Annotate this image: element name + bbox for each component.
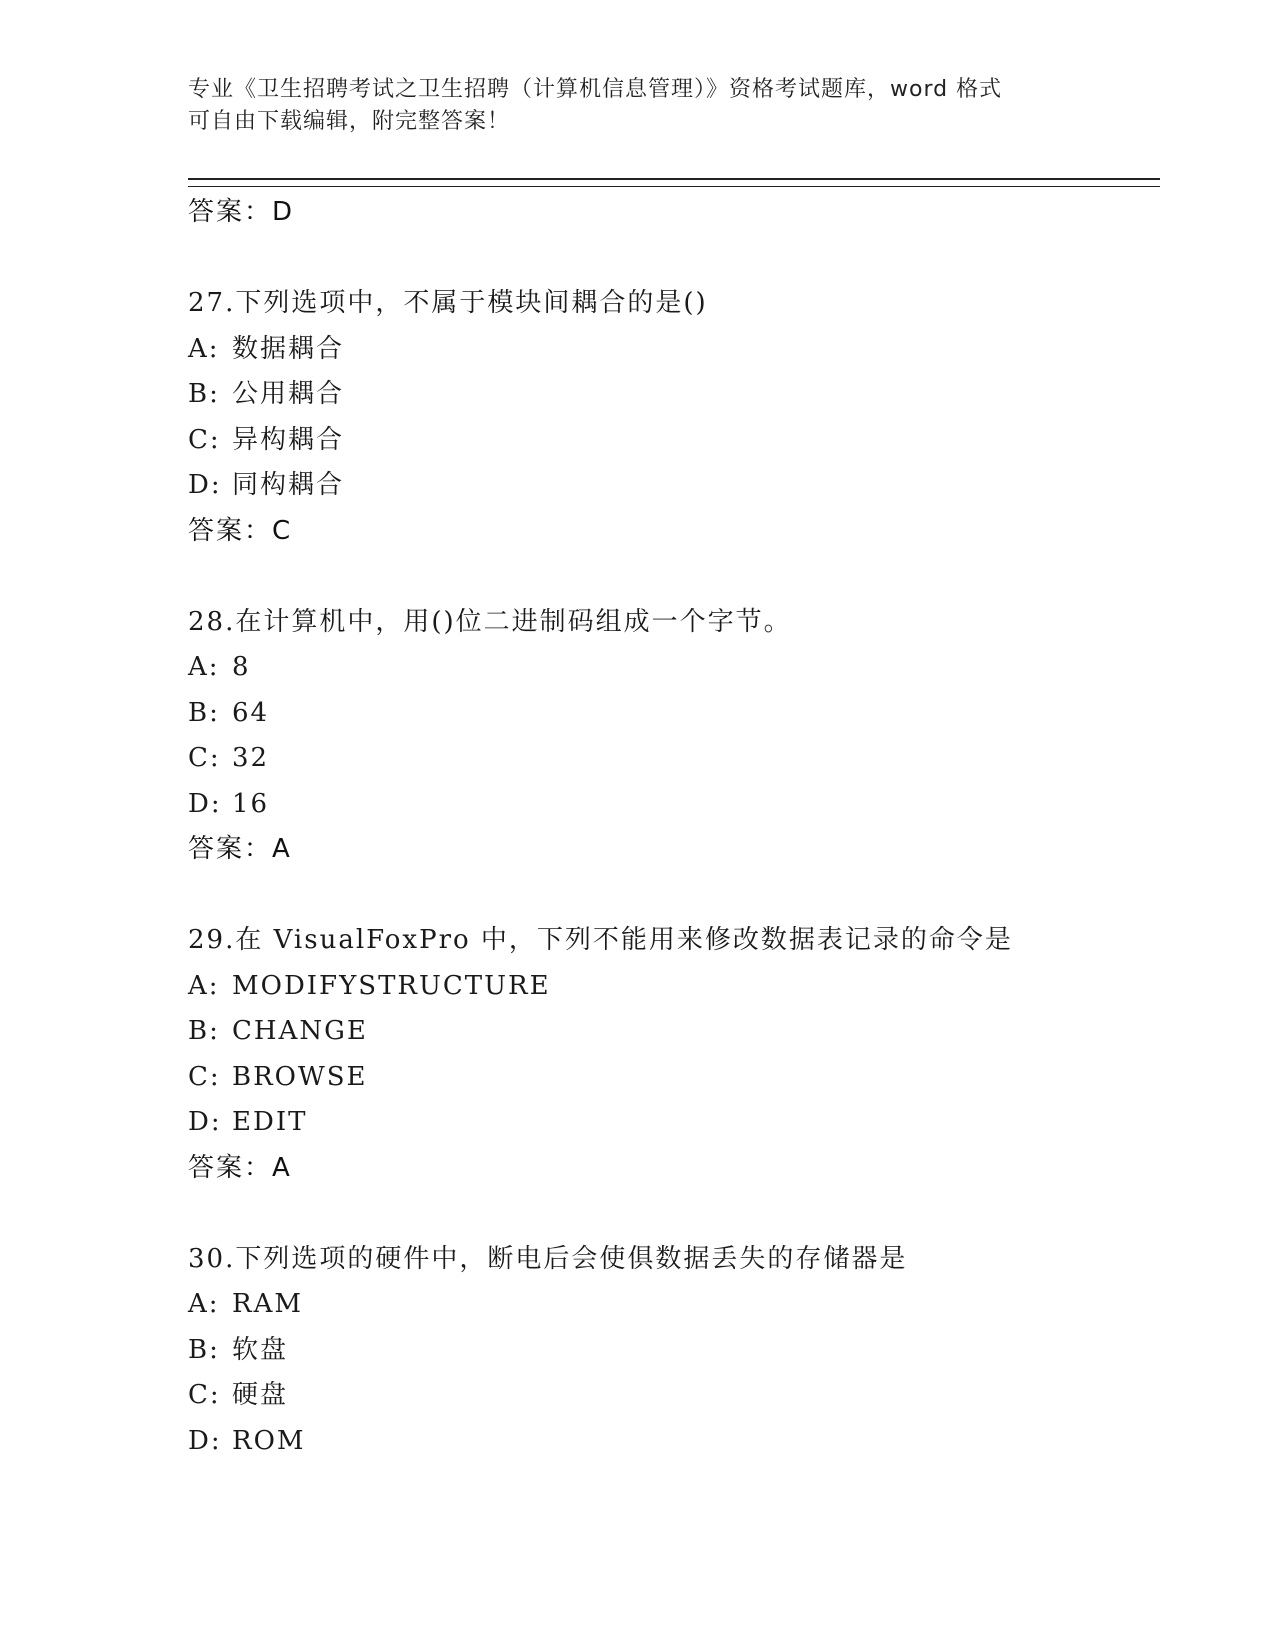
question-stem: 29.在 VisualFoxPro 中，下列不能用来修改数据表记录的命令是	[188, 925, 1013, 955]
option-letter: D:	[188, 1425, 222, 1456]
option-b	[188, 691, 1168, 737]
option-text: 64	[232, 697, 270, 728]
option-letter: A:	[188, 1289, 220, 1319]
question-stem: 27.下列选项中，不属于模块间耦合的是()	[188, 288, 708, 318]
option-d	[188, 1100, 1168, 1146]
option-b	[188, 372, 1168, 418]
question-stem: 28.在计算机中，用()位二进制码组成一个字节。	[188, 606, 792, 637]
option-c	[188, 1055, 1168, 1101]
option-letter: A:	[188, 333, 220, 364]
option-c	[188, 418, 1168, 464]
option-d	[188, 782, 1168, 828]
option-text: RAM	[232, 1289, 303, 1319]
option-text: 硬盘	[232, 1380, 289, 1410]
option-a	[188, 645, 1168, 691]
header-line-1: 专业《卫生招聘考试之卫生招聘（计算机信息管理）》资格考试题库，word 格式	[188, 77, 1003, 102]
option-d	[188, 1419, 1168, 1465]
option-letter: A:	[188, 970, 220, 1001]
option-letter: D:	[188, 788, 222, 819]
option-letter: B:	[188, 1334, 220, 1365]
header-line-2: 可自由下载编辑，附完整答案！	[188, 109, 511, 134]
option-a	[188, 1282, 1168, 1328]
answer-line: 答案：A	[188, 1152, 292, 1183]
option-text: 同构耦合	[232, 470, 345, 500]
question-block	[188, 1237, 1168, 1465]
option-text: MODIFYSTRUCTURE	[232, 970, 551, 1001]
option-letter: B:	[188, 379, 220, 409]
option-letter: B:	[188, 1016, 220, 1046]
answer-line: 答案：D	[188, 197, 295, 227]
document-body	[188, 190, 1168, 1464]
page-header	[188, 74, 1068, 138]
header-divider	[188, 178, 1160, 187]
option-letter: A:	[188, 652, 220, 682]
question-block	[188, 281, 1168, 554]
option-text: ROM	[232, 1425, 306, 1456]
option-c	[188, 736, 1168, 782]
option-text: BROWSE	[232, 1061, 368, 1092]
answer-line: 答案：C	[188, 515, 293, 546]
option-text: 8	[232, 652, 251, 682]
option-letter: C:	[188, 743, 221, 773]
option-letter: D:	[188, 470, 222, 500]
option-text: EDIT	[232, 1107, 308, 1137]
option-c	[188, 1373, 1168, 1419]
option-letter: D:	[188, 1107, 222, 1137]
option-text: 异构耦合	[232, 424, 345, 455]
option-letter: C:	[188, 1380, 221, 1410]
option-letter: C:	[188, 1061, 221, 1092]
option-text: 数据耦合	[232, 333, 345, 364]
option-text: 软盘	[232, 1334, 289, 1365]
answer-line: 答案：A	[188, 834, 292, 864]
question-block	[188, 918, 1168, 1191]
option-d	[188, 463, 1168, 509]
option-text: 16	[232, 788, 270, 819]
option-b	[188, 1328, 1168, 1374]
option-text: 公用耦合	[232, 379, 345, 409]
option-letter: C:	[188, 424, 221, 455]
option-text: 32	[232, 743, 270, 773]
option-a	[188, 327, 1168, 373]
option-letter: B:	[188, 697, 220, 728]
option-a	[188, 964, 1168, 1010]
question-stem: 30.下列选项的硬件中，断电后会使俱数据丢失的存储器是	[188, 1243, 908, 1274]
option-b	[188, 1009, 1168, 1055]
question-block	[188, 600, 1168, 873]
option-text: CHANGE	[232, 1016, 368, 1046]
